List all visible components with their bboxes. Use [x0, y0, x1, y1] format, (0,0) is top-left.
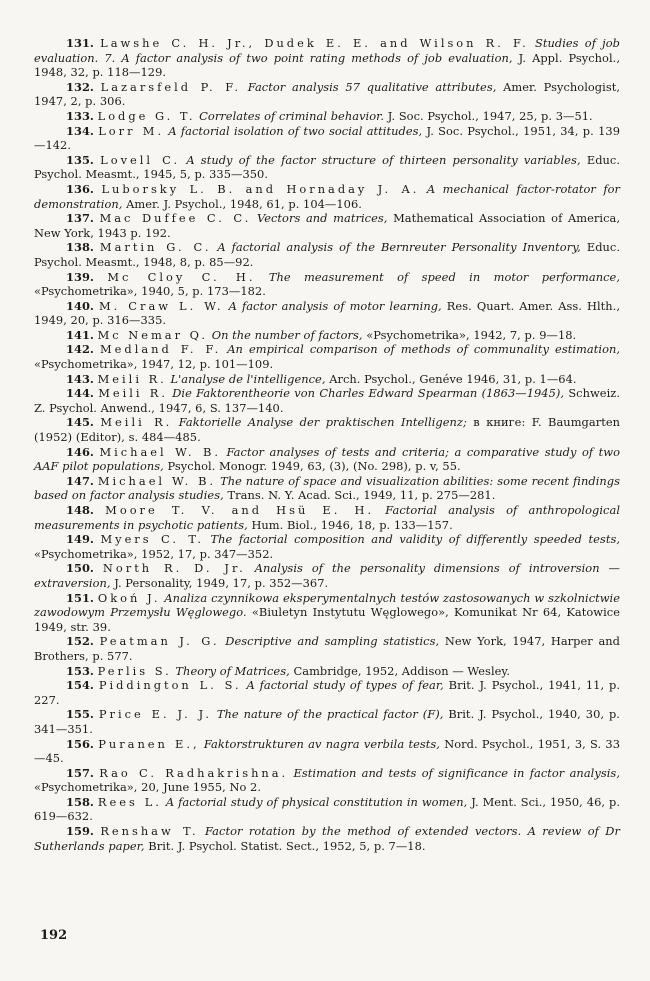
entry-title: A factorial study of physical constitution in women,	[165, 794, 468, 809]
entry-author: Renshaw T.	[100, 824, 199, 839]
entry-author: Meili R.	[97, 371, 167, 386]
bibliography-entry	[34, 591, 620, 635]
bibliography-entry	[34, 342, 620, 371]
entry-title: Vectors and matrices,	[256, 211, 388, 226]
entry-number: 137.	[66, 211, 94, 226]
bibliography-entry	[34, 240, 620, 269]
entry-title: Descriptive and sampling statistics,	[225, 634, 440, 649]
entry-title: Analysis of the personality dimensions of introversion — extraversion,	[34, 561, 621, 590]
entry-author: Lawshe C. H. Jr., Dudek E. E. and Wilson R. F.	[100, 36, 529, 50]
entry-number: 155.	[66, 707, 94, 722]
entry-author: Michael W. B.	[97, 473, 217, 488]
entry-source: в книге: F. Baumgarten (1952) (Editor), s. 484—485.	[34, 415, 621, 445]
entry-number: 159.	[66, 824, 94, 839]
entry-title: Factor analysis 57 qualitative attributes,	[247, 79, 497, 94]
entry-author: Medland F. F.	[100, 342, 222, 357]
entry-number: 148.	[66, 503, 94, 517]
entry-source: J. Ment. Sci., 1950, 46, p. 619—632.	[34, 794, 621, 824]
entry-author: North R. D. Jr.	[102, 561, 246, 576]
entry-source: Brit. J. Psychol., 1940, 30, p. 341—351.	[34, 707, 620, 736]
entry-number: 131.	[66, 36, 94, 50]
entry-number: 158.	[66, 794, 94, 809]
entry-author: Lodge G. T.	[97, 108, 196, 123]
bibliography-entry	[34, 415, 620, 444]
entry-author: Mc Cloy C. H.	[107, 269, 256, 284]
entry-number: 143.	[66, 371, 94, 386]
entry-title: Faktorstrukturen av nagra verbila tests,	[203, 736, 440, 751]
entry-source: Amer. Psychologist, 1947, 2, p. 306.	[34, 79, 621, 109]
bibliography-entry	[34, 561, 620, 590]
entry-number: 150.	[66, 561, 94, 576]
entry-number: 145.	[66, 415, 94, 430]
entry-title: L'analyse de l'intelligence,	[170, 371, 326, 386]
entry-author: Piddington L. S.	[98, 678, 242, 693]
entry-number: 147.	[66, 473, 94, 488]
bibliography-entry	[34, 124, 620, 153]
entry-author: Lorr M.	[98, 123, 165, 138]
bibliography-entry	[34, 795, 620, 824]
entry-title: Die Faktorentheorie von Charles Edward Spearman (1863—1945),	[172, 386, 565, 401]
entry-title: Estimation and tests of significance in factor analysis,	[293, 765, 620, 780]
bibliography-entry	[34, 503, 620, 532]
entry-title: Studies of job evaluation. 7. A factor analysis of two point rating methods of job evaluation,	[34, 36, 620, 65]
entry-title: Analiza czynnikowa eksperymentalnych testów zastosowanych w szkolnictwie zawodowym Przemysłu Węglowego.	[34, 590, 621, 620]
entry-author: Lazarsfeld P. F.	[100, 79, 242, 94]
entry-title: A mechanical factor-rotator for demonstration,	[34, 181, 621, 211]
bibliography-entry	[34, 664, 620, 679]
entry-number: 141.	[66, 327, 94, 342]
entry-source: Educ. Psychol. Measmt., 1945, 5, p. 335—350.	[34, 152, 621, 182]
entry-title: The measurement of speed in motor performance,	[268, 269, 621, 284]
entry-source: J. Soc. Psychol., 1947, 25, p. 3—51.	[387, 108, 593, 123]
bibliography-entry	[34, 80, 620, 109]
bibliography-entry	[34, 634, 620, 663]
entry-title: Correlates of criminal behavior.	[199, 108, 385, 123]
bibliography-entry	[34, 386, 620, 415]
entry-number: 142.	[66, 342, 94, 357]
entry-number: 133.	[66, 108, 94, 123]
bibliography-entry	[34, 270, 620, 299]
entry-number: 151.	[66, 590, 94, 605]
entry-number: 139.	[66, 269, 94, 284]
entry-author: Price E. J. J.	[98, 707, 212, 722]
entry-title: A study of the factor structure of thirteen personality variables,	[186, 152, 581, 167]
entry-author: Michael W. B.	[99, 444, 221, 459]
bibliography-entry	[34, 532, 620, 561]
bibliography-entry	[34, 182, 620, 211]
entry-source: Schweiz. Z. Psychol. Anwend., 1947, 6, S. 137—140.	[34, 386, 620, 415]
entry-number: 135.	[66, 152, 94, 167]
entry-source: J. Soc. Psychol., 1951, 34, p. 139—142.	[34, 123, 620, 153]
entry-title: The factorial composition and validity of differently speeded tests,	[210, 532, 621, 547]
entry-source: «Psychometrika», 20, June 1955, No 2.	[34, 780, 262, 795]
entry-title: Faktorielle Analyse der praktischen Intelligenz;	[178, 415, 467, 430]
entry-title: Factor analyses of tests and criteria; a comparative study of two AAF pilot populations,	[34, 444, 621, 474]
entry-author: Myers C. T.	[100, 532, 204, 547]
entry-author: Rees L.	[97, 794, 162, 809]
entry-source: J. Personality, 1949, 17, p. 352—367.	[114, 575, 329, 590]
entry-author: Meili R.	[98, 386, 168, 401]
entry-source: Res. Quart. Amer. Ass. Hlth., 1949, 20, p. 316—335.	[34, 298, 621, 328]
entry-number: 134.	[66, 123, 94, 138]
entry-source: Brit. J. Psychol. Statist. Sect., 1952, 5, p. 7—18.	[148, 838, 426, 853]
entry-title: A factorial study of types of fear,	[246, 678, 444, 693]
entry-title: The nature of the practical factor (F),	[216, 707, 444, 722]
bibliography-entry	[34, 445, 620, 474]
entry-title: A factorial analysis of the Bernreuter Personality Inventory,	[217, 240, 581, 255]
bibliography-entry	[34, 766, 620, 795]
page-number: 192	[40, 928, 68, 943]
entry-author: M. Craw L. W.	[99, 298, 224, 313]
entry-number: 144.	[66, 386, 94, 401]
entry-source: Hum. Biol., 1946, 18, p. 133—157.	[251, 517, 453, 532]
bibliography-entry	[34, 153, 620, 182]
bibliography-entry	[34, 707, 620, 736]
bibliography-entry	[34, 299, 620, 328]
entry-source: Trans. N. Y. Acad. Sci., 1949, 11, p. 275—281.	[227, 488, 496, 503]
entry-source: Brit. J. Psychol., 1941, 11, p. 227.	[34, 678, 620, 707]
entry-title: The nature of space and visualization abilities: some recent findings based on factor analysis studies,	[34, 473, 621, 503]
entry-title: Factor rotation by the method of extended vectors. A review of Dr Sutherlands paper,	[34, 824, 620, 853]
bibliography-entry	[34, 109, 620, 124]
entry-number: 132.	[66, 79, 94, 94]
entry-source: «Psychometrika», 1940, 5, p. 173—182.	[34, 284, 266, 299]
entry-author: Meili R.	[100, 415, 173, 430]
entry-source: «Psychometrika», 1952, 17, p. 347—352.	[34, 546, 274, 561]
entry-title: A factorial isolation of two social attitudes,	[168, 123, 423, 138]
entry-number: 152.	[66, 634, 94, 649]
entry-title: On the number of factors,	[211, 327, 363, 342]
entry-source: Psychol. Monogr. 1949, 63, (3), (No. 298), p. v, 55.	[167, 459, 461, 474]
bibliography-list	[34, 36, 620, 853]
entry-title: Theory of Matrices,	[175, 663, 290, 678]
entry-source: «Biuletyn Instytutu Węglowego», Komunikat Nr 64, Katowice 1949, str. 39.	[34, 605, 621, 634]
entry-title: An empirical comparison of methods of communality estimation,	[227, 342, 621, 357]
entry-number: 157.	[66, 765, 94, 780]
entry-source: Mathematical Association of America, New York, 1943 p. 192.	[34, 211, 621, 240]
entry-title: Factorial analysis of anthropological measurements in psychotic patients,	[34, 503, 621, 532]
entry-author: Moore T. V. and Hsü E. H.	[105, 503, 375, 517]
entry-author: Okoń J.	[97, 590, 161, 605]
entry-number: 156.	[66, 736, 94, 751]
bibliography-entry	[34, 678, 620, 707]
entry-author: Puranen E.,	[98, 736, 200, 751]
bibliography-entry	[34, 737, 620, 766]
bibliography-entry	[34, 328, 620, 343]
entry-author: Martin G. C.	[99, 240, 212, 255]
entry-source: J. Appl. Psychol., 1948, 32, p. 118—129.	[34, 50, 620, 80]
entry-number: 136.	[66, 181, 94, 196]
bibliography-entry	[34, 372, 620, 387]
entry-source: New York, 1947, Harper and Brothers, p. 577.	[34, 634, 621, 663]
entry-source: «Psychometrika», 1942, 7, p. 9—18.	[366, 327, 577, 342]
entry-author: Mac Duffee C. C.	[99, 211, 252, 226]
bibliography-entry	[34, 474, 620, 503]
entry-author: Luborsky L. B. and Hornaday J. A.	[101, 181, 420, 196]
entry-source: Arch. Psychol., Genéve 1946, 31, p. 1—64.	[329, 371, 577, 386]
entry-number: 154.	[66, 678, 94, 693]
entry-source: Amer. J. Psychol., 1948, 61, p. 104—106.	[126, 196, 362, 211]
entry-author: Peatman J. G.	[99, 634, 220, 649]
entry-number: 153.	[66, 663, 94, 678]
entry-number: 146.	[66, 444, 94, 459]
bibliography-entry	[34, 824, 620, 853]
entry-source: Cambridge, 1952, Addison — Wesley.	[293, 663, 511, 678]
bibliography-entry	[34, 36, 620, 80]
entry-author: Lovell C.	[100, 152, 181, 167]
entry-author: Rao C. Radhakrishna.	[99, 765, 289, 780]
bibliography-entry	[34, 211, 620, 240]
entry-author: Mc Nemar Q.	[97, 327, 209, 342]
entry-author: Perlis S.	[97, 663, 172, 678]
entry-source: «Psychometrika», 1947, 12, p. 101—109.	[34, 357, 274, 372]
entry-source: Nord. Psychol., 1951, 3, S. 33—45.	[34, 736, 620, 766]
entry-source: Educ. Psychol. Measmt., 1948, 8, p. 85—92.	[34, 240, 621, 269]
entry-number: 149.	[66, 532, 94, 547]
entry-number: 138.	[66, 240, 94, 255]
entry-title: A factor analysis of motor learning,	[228, 298, 442, 313]
entry-number: 140.	[66, 298, 94, 313]
